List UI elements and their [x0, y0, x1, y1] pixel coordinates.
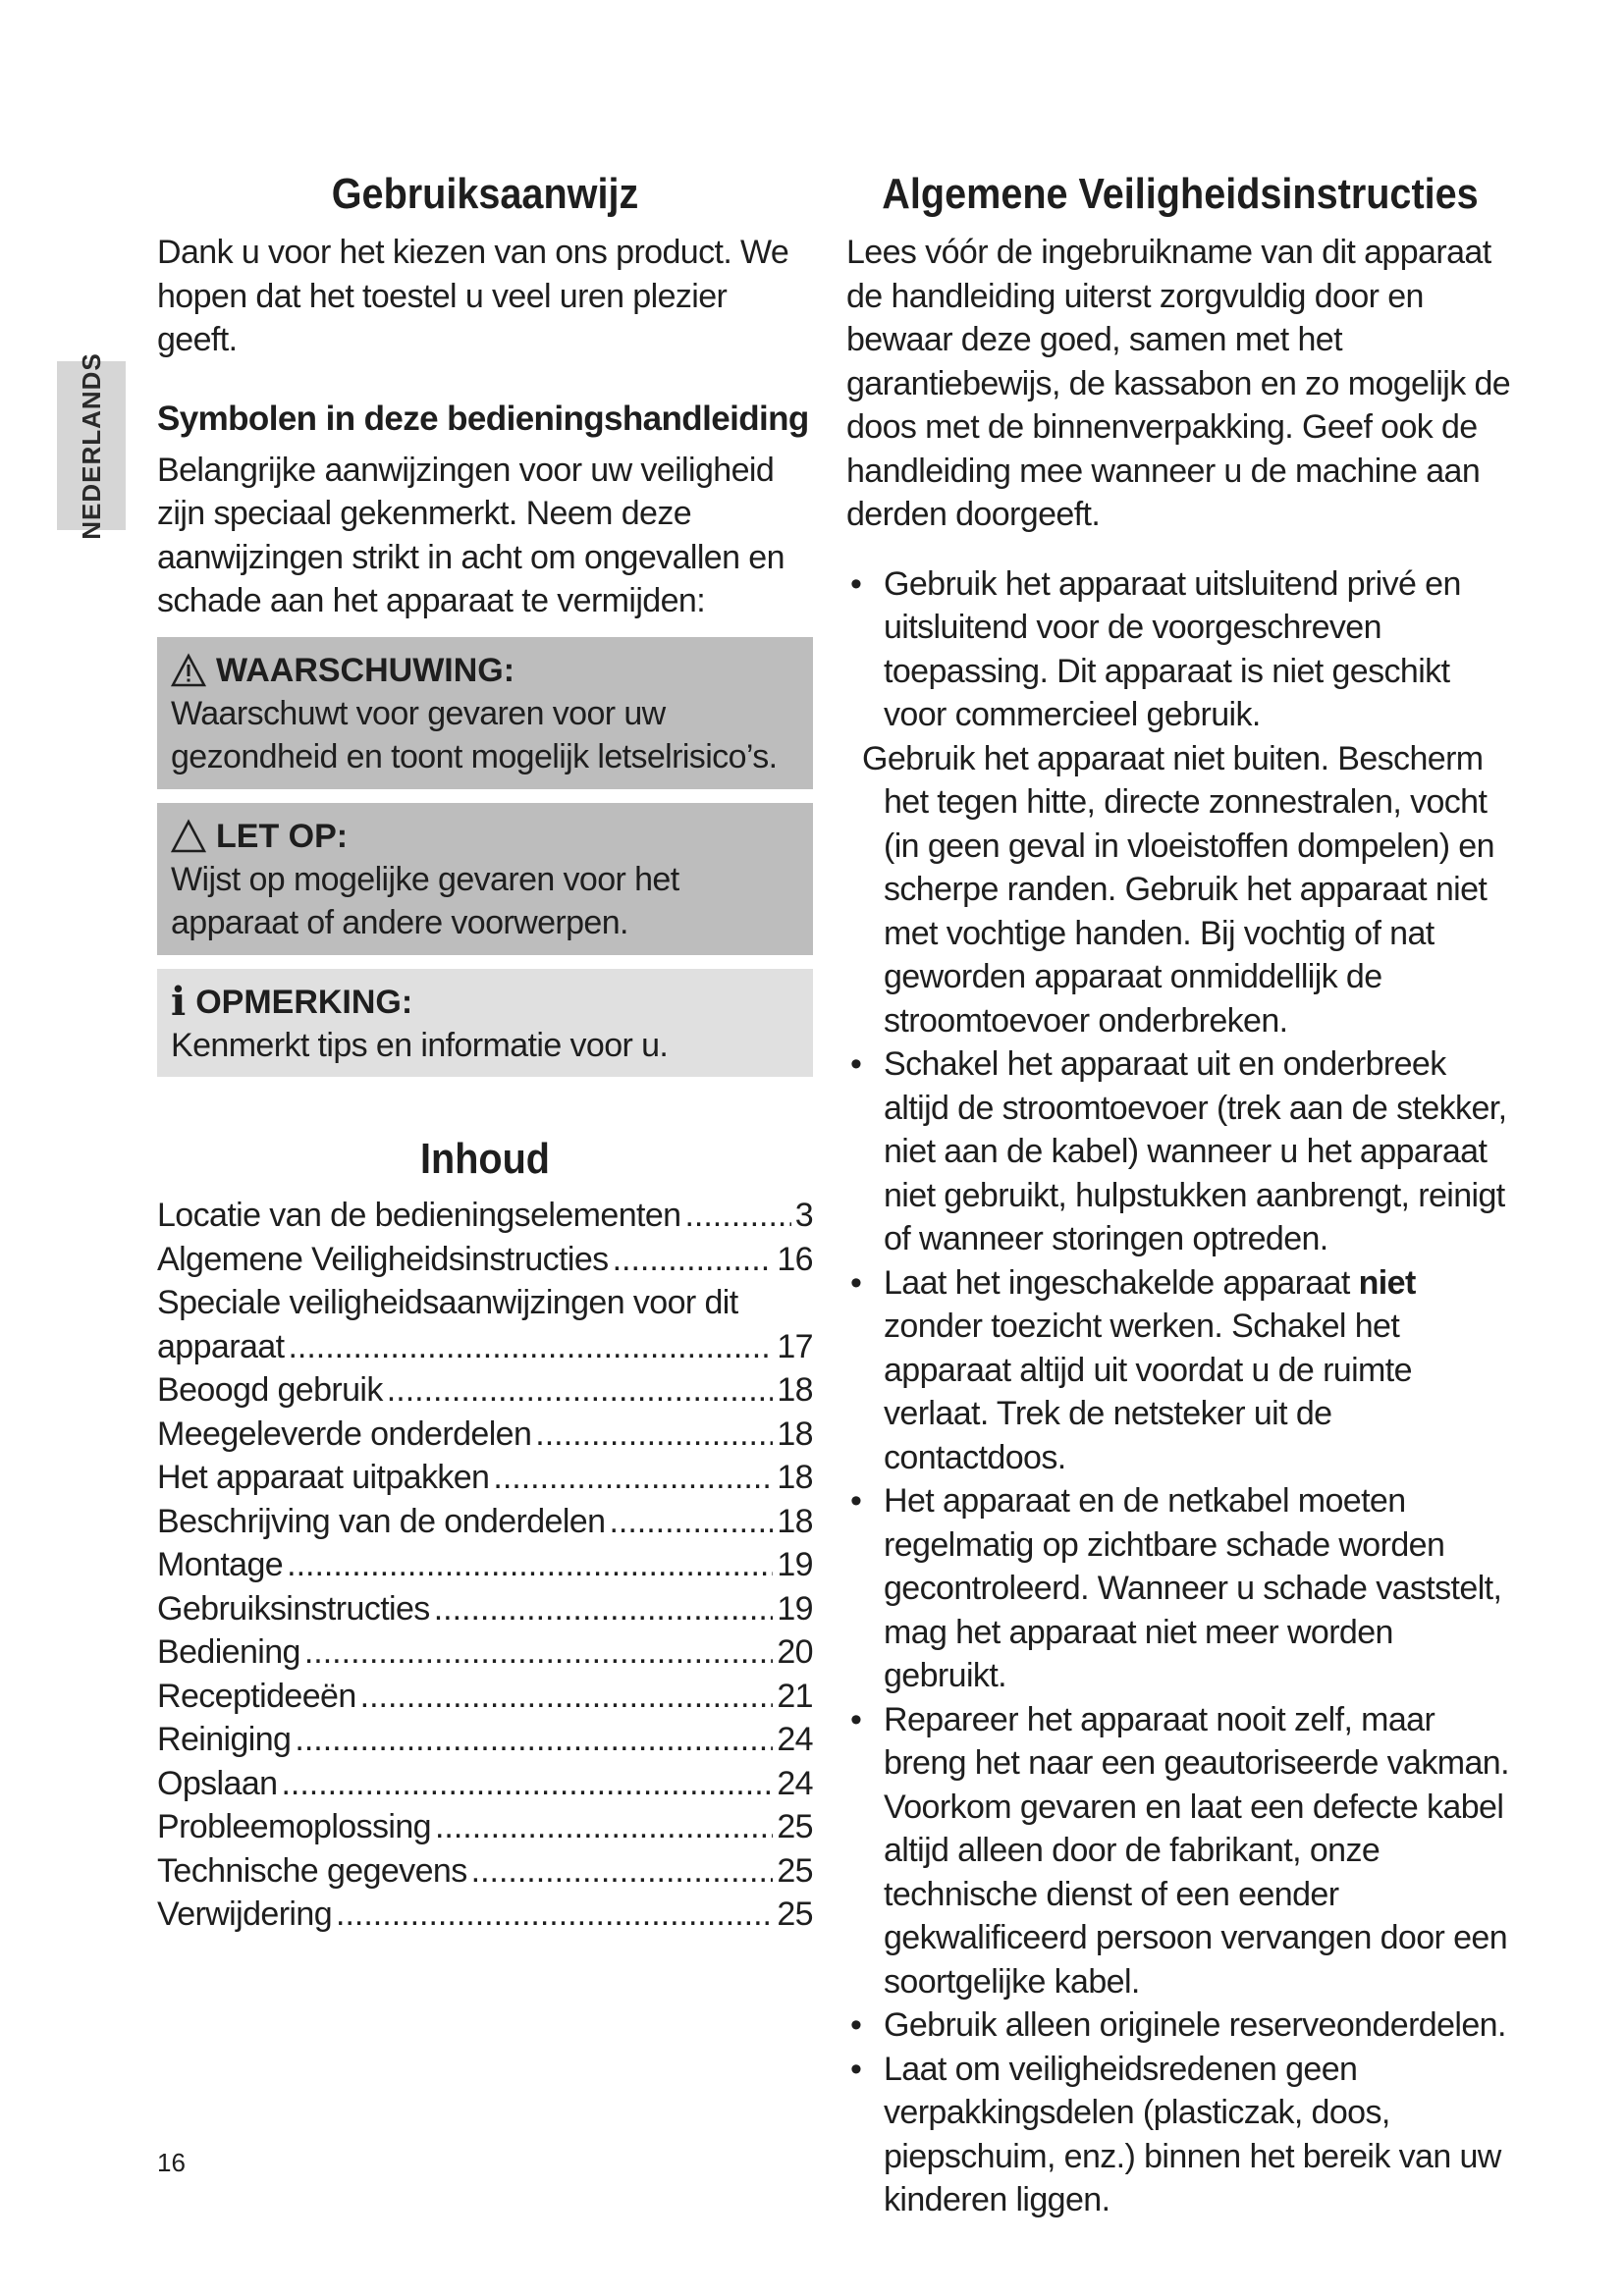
toc-entry[interactable]: Probleemoplossing ..... 25 [157, 1805, 813, 1849]
language-label: NEDERLANDS [76, 351, 106, 540]
symbols-text: Belangrijke aanwijzingen voor uw veiligheid zijn speciaal gekenmerkt. Neem deze aanwijzingen strikt in acht om ongevallen en schade aan het apparaat te vermijden: [157, 451, 785, 619]
note-box [157, 969, 813, 1078]
toc-entry[interactable]: Meegeleverde onderdelen ..... 18 [157, 1413, 813, 1457]
safety-title: Algemene Veiligheidsinstructies [882, 170, 1479, 218]
info-icon: i [171, 978, 187, 1025]
caution-label: LET OP: [216, 817, 349, 855]
safety-item: • Repareer het apparaat nooit zelf, maar breng het naar een geautoriseerde vakman. Voorkom gevaren en laat een defecte kabel altijd alleen door de fabrikant, onze technische dienst of een eender gekwalificeerd persoon vervangen door een soortgelijke kabel. [850, 1700, 1509, 2001]
toc-entry[interactable]: Reiniging ..... 24 [157, 1718, 813, 1762]
intro-text: Dank u voor het kiezen van ons product. We hopen dat het toestel u veel uren plezier geeft. [157, 234, 789, 358]
toc-entry[interactable]: Het apparaat uitpakken ..... 18 [157, 1456, 813, 1500]
safety-item: • Gebruik alleen originele reserveonderdelen. [850, 2006, 1506, 2044]
toc-entry[interactable]: Montage ..... 19 [157, 1543, 813, 1587]
left-column [157, 167, 813, 1937]
note-text: Kenmerkt tips en informatie voor u. [171, 1026, 669, 1064]
caution-triangle-icon [171, 819, 206, 854]
right-column [846, 167, 1514, 2222]
caution-box [157, 803, 813, 955]
safety-list [846, 562, 1514, 2222]
toc-entry[interactable]: Algemene Veiligheidsinstructies ..... 16 [157, 1238, 813, 1282]
note-label: OPMERKING: [195, 983, 413, 1021]
toc-entry[interactable]: Technische gegevens ..... 25 [157, 1849, 813, 1894]
warning-text: Waarschuwt voor gevaren voor uw gezondheid en toont mogelijk letselrisico’s. [171, 694, 778, 775]
toc-entry[interactable]: Bediening ..... 20 [157, 1630, 813, 1675]
language-side-tab [57, 351, 126, 540]
safety-item: • Laat om veiligheidsredenen geen verpakkingsdelen (plasticzak, doos, piepschuim, enz.) binnen het bereik van uw kinderen liggen. [850, 2050, 1501, 2218]
toc-entry[interactable]: Locatie van de bedieningselementen ..... 3 [157, 1194, 813, 1238]
toc-entry[interactable]: Verwijdering ..... 25 [157, 1893, 813, 1937]
table-of-contents [157, 1194, 813, 1937]
toc-title: Inhoud [420, 1135, 550, 1183]
toc-entry[interactable]: Gebruiksinstructies ..... 19 [157, 1587, 813, 1631]
page-title: Gebruiksaanwijz [331, 170, 639, 218]
warning-label: WAARSCHUWING: [216, 651, 515, 689]
page-number: 16 [157, 2148, 186, 2177]
safety-item: • Het apparaat en de netkabel moeten regelmatig op zichtbare schade worden gecontroleerd. Wanneer u schade vaststelt, mag het apparaat niet meer worden gebruikt. [850, 1482, 1502, 1694]
caution-text: Wijst op mogelijke gevaren voor het apparaat of andere voorwerpen. [171, 860, 679, 941]
toc-entry[interactable]: Speciale veiligheidsaanwijzingen voor dit [157, 1284, 738, 1321]
toc-entry[interactable]: Beschrijving van de onderdelen ..... 18 [157, 1500, 813, 1544]
safety-item: Gebruik het apparaat niet buiten. Bescherm het tegen hitte, directe zonnestralen, vocht (in geen geval in vloeistoffen dompelen) en scherpe randen. Gebruik het apparaat niet met vochtige handen. Bij vochtig of nat geworden apparaat onmiddellijk de stroomtoevoer onderbreken. [862, 739, 1494, 1040]
toc-entry[interactable]: apparaat ..... 17 [157, 1325, 813, 1369]
warning-triangle-icon [171, 653, 206, 688]
safety-item: • Schakel het apparaat uit en onderbreek altijd de stroomtoevoer (trek aan de stekker, niet aan de kabel) wanneer u het apparaat niet gebruikt, hulpstukken aanbrengt, reinigt of wanneer storingen optreden. [850, 1045, 1507, 1257]
toc-entry[interactable]: Receptideeën ..... 21 [157, 1675, 813, 1719]
safety-item: • Gebruik het apparaat uitsluitend privé en uitsluitend voor de voorgeschreven toepassing. Dit apparaat is niet geschikt voor commercieel gebruik. [850, 564, 1461, 733]
toc-entry[interactable]: Opslaan ..... 24 [157, 1762, 813, 1806]
warning-box [157, 637, 813, 789]
safety-intro: Lees vóór de ingebruikname van dit apparaat de handleiding uiterst zorgvuldig door en bewaar deze goed, samen met het garantiebewijs, de kassabon en zo mogelijk de doos met de binnenverpakking. Geef ook de handleiding mee wanneer u de machine aan derden doorgeeft. [846, 234, 1511, 533]
toc-entry[interactable]: Beoogd gebruik ..... 18 [157, 1368, 813, 1413]
safety-item: • Laat het ingeschakelde apparaat niet zonder toezicht werken. Schakel het apparaat altijd uit voordat u de ruimte verlaat. Trek de netsteker uit de contactdoos. [850, 1263, 1416, 1476]
symbols-heading: Symbolen in deze bedieningshandleiding [157, 399, 809, 438]
